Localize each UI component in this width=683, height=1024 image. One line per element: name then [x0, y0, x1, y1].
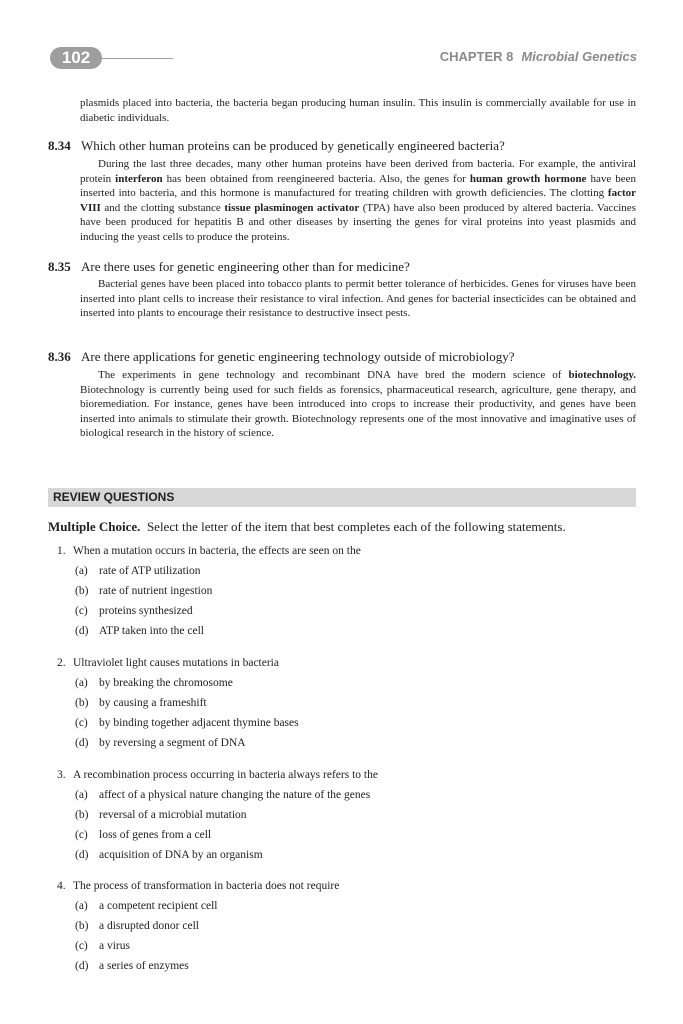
question-number: 8.35	[48, 259, 71, 274]
option-letter: (d)	[75, 849, 89, 861]
chapter-label: CHAPTER 8	[439, 49, 514, 64]
bold-term: interferon	[115, 172, 163, 185]
option-letter: (c)	[75, 605, 88, 617]
text-run: (TPA) have also been produced by altered bacteria. Vaccines have been produced for hepatitis B and other diseases by inserting the genes for viral proteins into yeast plasmids and inducing the yeast cells to produce the proteins.	[80, 201, 636, 243]
item-stem	[57, 545, 361, 557]
answer-8-34	[80, 157, 636, 245]
question-8-35	[48, 259, 638, 275]
option-a	[75, 900, 217, 912]
option-c	[75, 829, 211, 841]
review-questions-bar	[48, 488, 636, 507]
header-rule	[95, 58, 173, 59]
option-text: rate of ATP utilization	[99, 565, 201, 577]
question-number: 8.36	[48, 349, 71, 364]
option-text: loss of genes from a cell	[99, 829, 212, 841]
chapter-heading	[440, 49, 637, 64]
option-letter: (d)	[75, 737, 89, 749]
option-text: by reversing a segment of DNA	[99, 737, 246, 749]
option-text: by breaking the chromosome	[99, 677, 233, 689]
review-heading: REVIEW QUESTIONS	[53, 490, 175, 504]
option-text: a competent recipient cell	[99, 900, 218, 912]
option-letter: (b)	[75, 920, 89, 932]
item-number: 4.	[57, 880, 66, 892]
answer-8-36	[80, 368, 636, 441]
item-stem-text: When a mutation occurs in bacteria, the effects are seen on the	[73, 545, 361, 557]
question-text: Which other human proteins can be produced by genetically engineered bacteria?	[81, 138, 505, 153]
item-stem	[57, 657, 279, 669]
option-text: acquisition of DNA by an organism	[99, 849, 263, 861]
option-text: affect of a physical nature changing the nature of the genes	[99, 789, 371, 801]
multiple-choice-intro	[48, 519, 566, 535]
item-number: 2.	[57, 657, 66, 669]
item-stem	[57, 880, 339, 892]
bold-term: biotechnology.	[568, 369, 636, 381]
bold-term: tissue plasminogen activator	[224, 201, 360, 214]
option-letter: (b)	[75, 809, 89, 821]
option-b	[75, 697, 207, 709]
chapter-title: Microbial Genetics	[521, 49, 637, 64]
question-8-34	[48, 138, 638, 154]
text-run: Biotechnology is currently being used for such fields as forensics, pharmaceutical research, agriculture, gene therapy, and bioremediation. For instance, genes have been introduced into crops to increase their productivity, and genes have been inserted into animals to stimulate their growth. Biotechnology represents one of the most innovative and imaginative uses of biological research in the history of science.	[80, 383, 636, 440]
mc-instructions: Select the letter of the item that best completes each of the following statements.	[146, 519, 566, 534]
question-8-36	[48, 349, 638, 365]
option-letter: (b)	[75, 585, 89, 597]
option-letter: (c)	[75, 717, 88, 729]
intro-paragraph: plasmids placed into bacteria, the bacteria began producing human insulin. This insulin is commercially available for use in diabetic individuals.	[80, 97, 636, 124]
text-run: and the clotting substance	[100, 201, 225, 214]
option-letter: (d)	[75, 960, 89, 972]
option-a	[75, 789, 370, 801]
option-letter: (d)	[75, 625, 89, 637]
bold-term: human growth hormone	[469, 172, 587, 185]
option-text: a series of enzymes	[99, 960, 189, 972]
item-number: 1.	[57, 545, 66, 557]
option-text: by causing a frameshift	[99, 697, 207, 709]
option-d	[75, 849, 263, 861]
option-letter: (a)	[75, 677, 88, 689]
option-letter: (c)	[75, 829, 88, 841]
question-text: Are there applications for genetic engineering technology outside of microbiology?	[81, 349, 515, 364]
option-letter: (b)	[75, 697, 89, 709]
option-text: a disrupted donor cell	[99, 920, 199, 932]
option-text: rate of nutrient ingestion	[99, 585, 213, 597]
item-stem-text: Ultraviolet light causes mutations in bacteria	[73, 657, 279, 669]
option-text: proteins synthesized	[99, 605, 193, 617]
question-text: Are there uses for genetic engineering other than for medicine?	[81, 259, 410, 274]
option-text: by binding together adjacent thymine bases	[99, 717, 299, 729]
option-a	[75, 565, 200, 577]
text-run: During the last three decades, many other human proteins have been derived from bacteria. For example, the antiviral protein	[80, 158, 636, 185]
option-b	[75, 920, 199, 932]
option-letter: (a)	[75, 789, 88, 801]
option-text: a virus	[99, 940, 130, 952]
option-d	[75, 625, 204, 637]
text-run: has been obtained from reengineered bacteria. Also, the genes for	[162, 172, 470, 185]
option-a	[75, 677, 233, 689]
question-number: 8.34	[48, 138, 71, 153]
option-letter: (a)	[75, 565, 88, 577]
option-d	[75, 960, 189, 972]
answer-8-35	[80, 277, 636, 321]
page-number: 102	[50, 47, 102, 69]
page-header	[0, 0, 683, 80]
text-run: The experiments in gene technology and recombinant DNA have bred the modern science of	[98, 369, 569, 381]
bold-term: factor VIII	[80, 187, 636, 214]
item-stem-text: A recombination process occurring in bacteria always refers to the	[73, 769, 378, 781]
mc-label: Multiple Choice.	[48, 519, 141, 534]
text-run: Bacterial genes have been placed into tobacco plants to permit better tolerance of herbicides. Genes for viruses have been inserted into plant cells to increase their resistance to viral infection. And genes for bacterial insecticides can be obtained and inserted into plants to encourage their resistance to destructive insect pests.	[80, 278, 636, 320]
option-letter: (a)	[75, 900, 88, 912]
option-text: ATP taken into the cell	[99, 625, 204, 637]
option-b	[75, 809, 247, 821]
option-d	[75, 737, 246, 749]
option-letter: (c)	[75, 940, 88, 952]
option-b	[75, 585, 212, 597]
option-c	[75, 940, 130, 952]
option-text: reversal of a microbial mutation	[99, 809, 247, 821]
option-c	[75, 605, 193, 617]
item-stem	[57, 769, 378, 781]
item-stem-text: The process of transformation in bacteria does not require	[73, 880, 340, 892]
item-number: 3.	[57, 769, 66, 781]
option-c	[75, 717, 299, 729]
text-run: have been inserted into bacteria, and this hormone is manufactured for treating children with growth deficiencies. The clotting	[80, 172, 636, 200]
